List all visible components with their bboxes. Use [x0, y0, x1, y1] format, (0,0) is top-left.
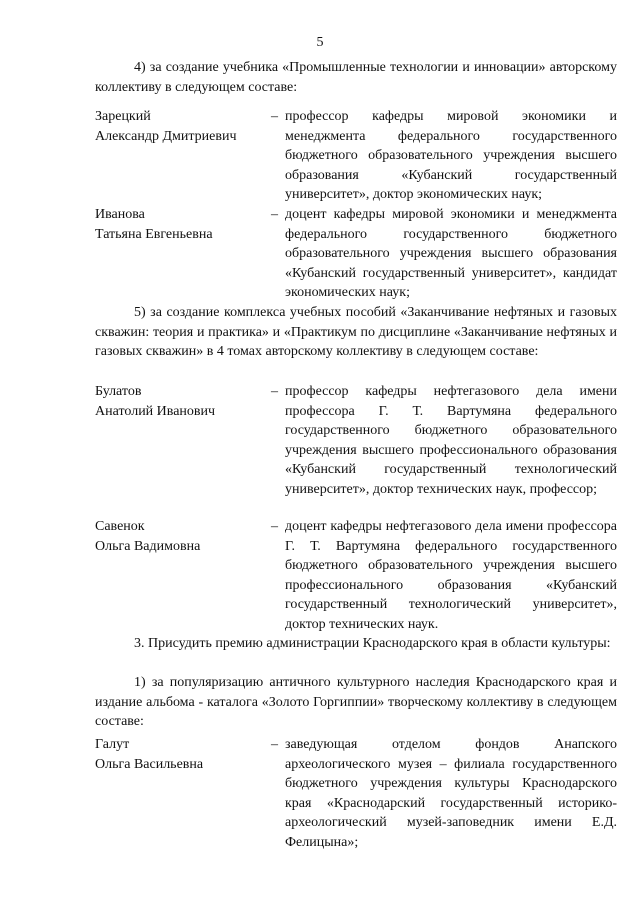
- dash: –: [271, 207, 278, 222]
- person-surname: Галут: [95, 737, 130, 752]
- person-name: [95, 517, 270, 556]
- person-description: профессор кафедры мировой экономики и менеджмента федерального государственного бюджетного образовательного учреждения высшего образования «Кубанский государственный университет», доктор экономических наук;: [285, 109, 617, 202]
- person-name: [95, 107, 270, 146]
- person-given-name: Татьяна Евгеньевна: [95, 226, 213, 242]
- section-3-heading: 3. Присудить премию администрации Краснодарского края в области культуры:: [134, 636, 611, 651]
- dash: –: [271, 519, 278, 534]
- person-name: [95, 382, 270, 421]
- dash: –: [271, 384, 278, 399]
- person-given-name: Анатолий Иванович: [95, 403, 216, 419]
- person-surname: Иванова: [95, 207, 145, 222]
- person-name: [95, 735, 270, 774]
- person-description: доцент кафедры мировой экономики и менеджмента федерального государственного бюджетного образовательного учреждения высшего образования «Кубанский государственный университет», кандидат экономических наук;: [285, 207, 617, 300]
- item-5-intro: 5) за создание комплекса учебных пособий «Заканчивание нефтяных и газовых скважин: теория и практика» и «Практикум по дисциплине «Заканчивание нефтяных и газовых скважин» в 4 томах авторскому коллективу в следующем составе:: [95, 305, 617, 359]
- person-given-name: Ольга Васильевна: [95, 756, 204, 772]
- item-4-intro: 4) за создание учебника «Промышленные технологии и инновации» авторскому коллективу в следующем составе:: [95, 60, 617, 95]
- person-surname: Зарецкий: [95, 109, 151, 124]
- section-3-item-1: 1) за популяризацию античного культурного наследия Краснодарского края и издание альбома - каталога «Золото Горгиппии» творческому коллективу в следующем составе:: [95, 675, 617, 729]
- person-surname: Булатов: [95, 384, 142, 399]
- person-given-name: Александр Дмитриевич: [95, 128, 237, 144]
- person-description: доцент кафедры нефтегазового дела имени профессора Г. Т. Вартумяна федерального государственного бюджетного образовательного учреждения высшего профессионального образования «Кубанский государственный технологический университет», доктор технических наук.: [285, 519, 617, 632]
- dash: –: [271, 737, 278, 752]
- page-number: 5: [316, 35, 324, 50]
- person-name: [95, 205, 270, 244]
- person-surname: Савенок: [95, 519, 145, 534]
- person-description: профессор кафедры нефтегазового дела имени профессора Г. Т. Вартумяна федерального государственного бюджетного образовательного учреждения высшего профессионального образования «Кубанский государственный технологический университет», доктор технических наук, профессор;: [285, 384, 617, 497]
- person-given-name: Ольга Вадимовна: [95, 538, 201, 554]
- dash: –: [271, 109, 278, 124]
- person-description: заведующая отделом фондов Анапского археологического музея – филиала государственного бюджетного учреждения культуры Краснодарского края «Краснодарский государственный историко-археологический музей-заповедник имени Е.Д. Фелицына»;: [285, 737, 617, 850]
